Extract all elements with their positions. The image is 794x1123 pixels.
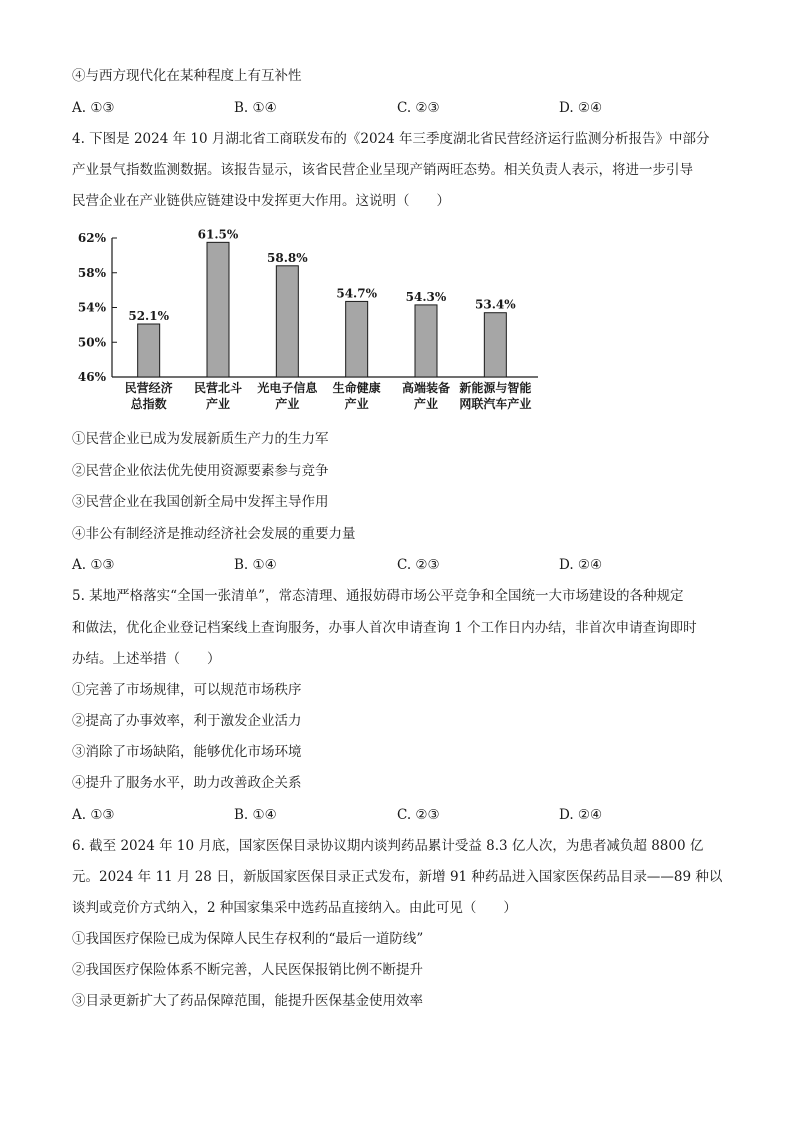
- q3-item-4: ④与西方现代化在某种程度上有互补性: [72, 68, 302, 84]
- q5-item-3: ③消除了市场缺陷，能够优化市场环境: [72, 744, 302, 760]
- y-tick-label: 46%: [77, 370, 106, 384]
- q6-item-3: ③目录更新扩大了药品保障范围，能提升医保基金使用效率: [72, 993, 423, 1009]
- q4-item-2: ②民营企业依法优先使用资源要素参与竞争: [72, 463, 329, 479]
- q4-item-1: ①民营企业已成为发展新质生产力的生力军: [72, 431, 329, 447]
- q4-option-d: D. ②④: [559, 557, 603, 573]
- bar: [207, 242, 229, 377]
- q4-option-a: A. ①③: [72, 557, 115, 573]
- q4-options: [72, 555, 732, 575]
- bar-value-label: 53.4%: [475, 297, 516, 312]
- category-label: 总指数: [130, 397, 167, 411]
- q3-option-b: B. ①④: [234, 100, 277, 116]
- bar-value-label: 54.3%: [405, 289, 447, 304]
- q5-stem-line-3: 办结。上述举措（ ）: [72, 651, 221, 667]
- category-label: 光电子信息: [257, 381, 318, 395]
- y-tick-label: 62%: [77, 231, 106, 245]
- category-label: 产业: [413, 397, 439, 411]
- q6-item-1: ①我国医疗保险已成为保障人民生存权利的“最后一道防线”: [72, 931, 424, 947]
- q6-stem-line-2: 元。2024 年 11 月 28 日，新版国家医保目录正式发布，新增 91 种药品进入国家医保药品目录——89 种以: [72, 869, 723, 885]
- q4-stem-line-1: 4. 下图是 2024 年 10 月湖北省工商联发布的《2024 年三季度湖北省民营经济运行监测分析报告》中部分: [72, 131, 710, 147]
- category-label: 民营北斗: [193, 381, 243, 395]
- bar-value-label: 54.7%: [336, 286, 377, 301]
- bar-value-label: 52.1%: [128, 309, 169, 324]
- y-tick-label: 50%: [77, 335, 106, 350]
- q6-stem-line-3: 谈判或竞价方式纳入，2 种国家集采中选药品直接纳入。由此可见（ ）: [72, 900, 517, 916]
- q3-option-a: A. ①③: [72, 100, 115, 116]
- q5-option-d: D. ②④: [559, 807, 603, 823]
- q3-option-c: C. ②③: [397, 100, 440, 116]
- q5-options: [72, 805, 732, 825]
- q5-option-b: B. ①④: [234, 807, 277, 823]
- bar: [484, 313, 506, 377]
- category-label: 高端装备: [401, 381, 451, 395]
- category-label: 生命健康: [332, 381, 381, 395]
- y-tick-label: 54%: [77, 300, 106, 315]
- q5-stem-line-1: 5. 某地严格落实“全国一张清单”，常态清理、通报妨碍市场公平竞争和全国统一大市场建设的各种规定: [72, 588, 684, 604]
- bar: [138, 324, 160, 377]
- q5-stem-line-2: 和做法，优化企业登记档案线上查询服务，办事人首次申请查询 1 个工作日内办结，非首次申请查询即时: [72, 620, 697, 636]
- bar: [415, 305, 437, 377]
- q3-option-d: D. ②④: [559, 100, 603, 116]
- q4-option-c: C. ②③: [397, 557, 440, 573]
- q3-options: [72, 98, 732, 118]
- bar-value-label: 58.8%: [267, 250, 308, 265]
- q4-stem-line-3: 民营企业在产业链供应链建设中发挥更大作用。这说明（ ）: [72, 193, 450, 209]
- q4-item-4: ④非公有制经济是推动经济社会发展的重要力量: [72, 526, 356, 542]
- q5-item-2: ②提高了办事效率，利于激发企业活力: [72, 713, 302, 729]
- category-label: 新能源与智能: [459, 381, 532, 395]
- category-label: 产业: [275, 397, 300, 411]
- category-label: 产业: [344, 397, 369, 411]
- bar-chart: [72, 224, 562, 416]
- category-label: 民营经济: [124, 381, 173, 395]
- category-label: 网联汽车产业: [459, 397, 532, 411]
- q5-item-1: ①完善了市场规律，可以规范市场秩序: [72, 682, 302, 698]
- q5-item-4: ④提升了服务水平，助力改善政企关系: [72, 775, 302, 791]
- bar: [346, 301, 368, 377]
- q5-option-c: C. ②③: [397, 807, 440, 823]
- y-tick-label: 58%: [77, 265, 106, 280]
- q5-option-a: A. ①③: [72, 807, 115, 823]
- q4-option-b: B. ①④: [234, 557, 277, 573]
- bar-value-label: 61.5%: [197, 227, 239, 242]
- q4-item-3: ③民营企业在我国创新全局中发挥主导作用: [72, 494, 329, 510]
- q4-stem-line-2: 产业景气指数监测数据。该报告显示，该省民营企业呈现产销两旺态势。相关负责人表示，将进一步引导: [72, 162, 693, 178]
- q6-item-2: ②我国医疗保险体系不断完善，人民医保报销比例不断提升: [72, 962, 423, 978]
- q6-stem-line-1: 6. 截至 2024 年 10 月底，国家医保目录协议期内谈判药品累计受益 8.3 亿人次，为患者减负超 8800 亿: [72, 838, 704, 854]
- category-label: 产业: [205, 397, 231, 411]
- bar: [276, 266, 298, 377]
